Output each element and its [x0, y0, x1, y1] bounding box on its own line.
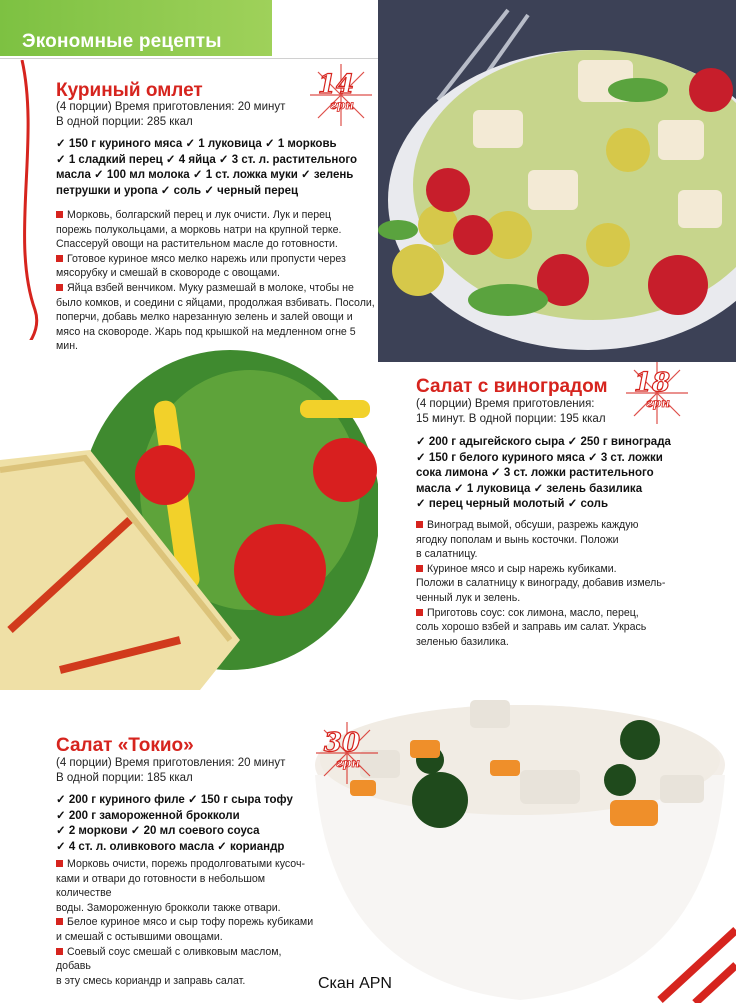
step-line: ками и отвари до готовности в небольшом количестве: [56, 872, 266, 900]
step-line: соль хорошо взбей и заправь им салат. Укрась: [416, 621, 647, 634]
recipe-meta-omelet: [56, 100, 285, 130]
ingredient-line: ✓ 200 г замороженной брокколи: [56, 809, 240, 822]
omelet-photo: [0, 340, 378, 700]
price-badge-grape-salad: [622, 358, 692, 428]
price-currency: грн: [330, 98, 354, 112]
step-line: и смешай с остывшими овощами.: [56, 930, 223, 943]
step: Морковь, болгарский перец и лук очисти. Лук и перец: [56, 208, 376, 223]
servings-time: (4 порции) Время приготовления: 20 минут: [56, 101, 286, 113]
step: Виноград вымой, обсуши, разрежь каждую: [416, 518, 734, 533]
recipe-meta-tokio-salad: [56, 756, 285, 786]
step-line: поперчи, добавь мелко нарезанную зелень и залей овощи и: [56, 311, 353, 324]
bullet-icon: [56, 948, 63, 955]
step: Белое куриное мясо и сыр тофу порежь кубиками: [56, 915, 316, 930]
bullet-icon: [56, 255, 63, 262]
steps-tokio-salad: [56, 857, 316, 988]
servings-time: (4 порции) Время приготовления: 20 минут: [56, 757, 286, 769]
step: Приготовь соус: сок лимона, масло, перец,: [416, 606, 734, 621]
ingredient-line: масла ✓ 100 мл молока ✓ 1 ст. ложка муки ✓ зелень: [56, 169, 354, 181]
steps-omelet: [56, 208, 376, 354]
step-line: было комков, и соедини с яйцами, продолжая взбивать. Посоли,: [56, 296, 375, 309]
price-number: 30: [323, 728, 361, 758]
bullet-icon: [416, 565, 423, 572]
ingredient-line: ✓ 1 сладкий перец ✓ 4 яйца ✓ 3 ст. л. растительного: [56, 153, 358, 166]
step-line: порежь полукольцами, а морковь натри на крупной терке.: [56, 223, 342, 236]
recipe-meta-grape-salad: [416, 397, 606, 427]
scan-credit: Скан APN: [318, 975, 392, 992]
bullet-icon: [56, 918, 63, 925]
recipe-title-tokio-salad: Салат «Токио»: [56, 735, 194, 756]
steps-grape-salad: [416, 518, 734, 649]
step: Куриное мясо и сыр нарежь кубиками.: [416, 562, 734, 577]
ingredient-line: ✓ 200 г куриного филе ✓ 150 г сыра тофу: [56, 794, 293, 806]
price-number: 18: [633, 368, 671, 398]
step-line: Спассеруй овощи на растительном масле до готовности.: [56, 238, 338, 251]
step: Соевый соус смешай с оливковым маслом, добавь: [56, 945, 282, 973]
ingredients-omelet: [56, 137, 376, 199]
bullet-icon: [416, 609, 423, 616]
step-line: воды. Замороженную брокколи также отвари.: [56, 901, 281, 914]
price-number: 14: [317, 70, 355, 100]
recipe-title-grape-salad: Салат с виноградом: [416, 376, 608, 397]
ingredient-line: ✓ 150 г белого куриного мяса ✓ 3 ст. ложки: [416, 451, 663, 464]
step-line: ченный лук и зелень.: [416, 591, 521, 604]
ingredient-line: масла ✓ 1 луковица ✓ зелень базилика: [416, 482, 643, 495]
calories: В одной порции: 285 ккал: [56, 116, 193, 128]
ingredient-line: ✓ 200 г адыгейского сыра ✓ 250 г винограда: [416, 436, 671, 448]
step-line: в эту смесь кориандр и заправь салат.: [56, 974, 246, 987]
ingredient-line: ✓ 2 моркови ✓ 20 мл соевого соуса: [56, 825, 260, 837]
ingredient-line: петрушки и уропа ✓ соль ✓ черный перец: [56, 184, 299, 197]
step: Яйца взбей венчиком. Муку размешай в молоке, чтобы не: [56, 281, 376, 296]
recipe-title-omelet: Куриный омлет: [56, 80, 203, 101]
calories: 15 минут. В одной порции: 195 ккал: [416, 413, 606, 425]
ingredients-grape-salad: [416, 435, 734, 513]
ingredients-tokio-salad: [56, 793, 316, 855]
bullet-icon: [56, 284, 63, 291]
ingredient-line: ✓ 150 г куриного мяса ✓ 1 луковица ✓ 1 морковь: [56, 138, 337, 150]
bullet-icon: [56, 211, 63, 218]
section-title: Экономные рецепты: [22, 31, 222, 52]
step: Готовое куриное мясо мелко нарежь или пропусти через: [56, 252, 376, 267]
step-line: зеленью базилика.: [416, 635, 509, 648]
ingredient-line: сока лимона ✓ 3 ст. ложки растительного: [416, 467, 654, 479]
price-badge-omelet: [306, 60, 376, 130]
price-badge-tokio-salad: [312, 718, 382, 788]
ingredient-line: ✓ перец черный молотый ✓ соль: [416, 498, 609, 510]
servings-time: (4 порции) Время приготовления:: [416, 398, 595, 410]
price-currency: грн: [646, 396, 670, 410]
step-line: Положи в салатницу к винограду, добавив измель-: [416, 577, 666, 590]
step-line: в салатницу.: [416, 548, 478, 561]
bullet-icon: [56, 860, 63, 867]
calories: В одной порции: 185 ккал: [56, 772, 193, 784]
step-line: мясо на сковороде. Жарь под крышкой на медленном огне 5 мин.: [56, 325, 356, 353]
ingredient-line: ✓ 4 ст. л. оливкового масла ✓ кориандр: [56, 840, 285, 853]
grape-salad-photo: [378, 0, 736, 362]
step: Морковь очисти, порежь продолговатыми кусоч-: [56, 857, 316, 872]
step-line: мясорубку и смешай в сковороде с овощами.: [56, 267, 280, 280]
bullet-icon: [416, 521, 423, 528]
step-line: ягодку пополам и вынь косточки. Положи: [416, 533, 619, 546]
divider: [0, 58, 380, 59]
price-currency: грн: [336, 756, 360, 770]
